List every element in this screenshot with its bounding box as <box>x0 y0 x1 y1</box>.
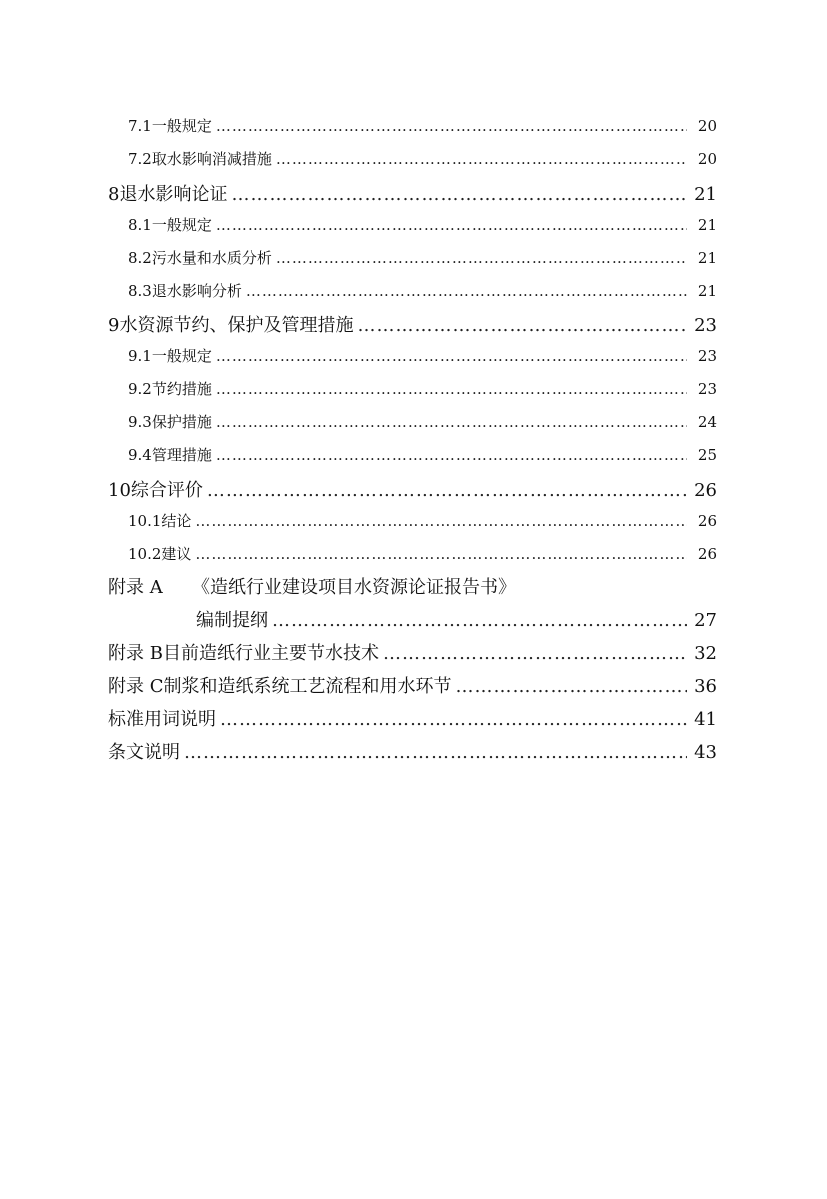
section-number: 8.3 <box>128 282 152 300</box>
page-number: 26 <box>697 545 717 563</box>
section-number: 9.2 <box>128 380 152 398</box>
dot-leader <box>184 742 687 763</box>
chapter-title: 水资源节约、保护及管理措施 <box>119 315 354 336</box>
chapter-number: 10 <box>108 480 131 501</box>
toc-entry-7-1[interactable] <box>128 115 717 136</box>
toc-entry-10-2[interactable] <box>128 543 717 564</box>
chapter-title: 综合评价 <box>130 480 203 501</box>
appendix-title: 制浆和造纸系统工艺流程和用水环节 <box>163 676 452 697</box>
page-number: 21 <box>697 249 717 267</box>
dot-leader <box>216 347 687 365</box>
chapter-number: 9 <box>108 315 120 336</box>
appendix-label: 附录 C <box>108 676 164 697</box>
dot-leader <box>207 480 687 501</box>
section-title: 保护措施 <box>151 413 212 431</box>
section-number: 10.1 <box>128 512 162 530</box>
section-number: 10.2 <box>128 545 162 563</box>
section-title: 管理措施 <box>151 446 212 464</box>
page-number: 32 <box>694 643 717 664</box>
dot-leader <box>216 117 687 135</box>
chapter-number: 8 <box>108 184 120 205</box>
toc-entry-7-2[interactable] <box>128 148 717 169</box>
section-title: 建议 <box>161 545 192 563</box>
page-number: 20 <box>697 150 717 168</box>
toc-entry-10[interactable] <box>108 476 717 502</box>
page-number: 26 <box>697 512 717 530</box>
section-number: 8.2 <box>128 249 152 267</box>
toc-entry-appendix-b[interactable] <box>108 639 717 665</box>
toc-entry-appendix-a[interactable] <box>108 573 717 599</box>
section-number: 9.1 <box>128 347 152 365</box>
dot-leader <box>216 413 687 431</box>
chapter-title: 退水影响论证 <box>119 184 228 205</box>
entry-title: 标准用词说明 <box>108 709 216 730</box>
page-number: 21 <box>694 184 717 205</box>
appendix-title-continued: 编制提纲 <box>196 610 268 631</box>
dot-leader <box>456 676 688 697</box>
page-number: 43 <box>694 742 717 763</box>
toc-entry-8[interactable] <box>108 180 717 206</box>
dot-leader <box>216 380 687 398</box>
toc-entry-8-2[interactable] <box>128 247 717 268</box>
dot-leader <box>276 150 687 168</box>
dot-leader <box>246 282 687 300</box>
page-number: 41 <box>694 709 717 730</box>
toc-entry-8-1[interactable] <box>128 214 717 235</box>
dot-leader <box>216 216 687 234</box>
page-number: 36 <box>694 676 717 697</box>
page-number: 23 <box>697 380 717 398</box>
page-number: 26 <box>694 480 717 501</box>
dot-leader <box>195 545 687 563</box>
dot-leader <box>276 249 687 267</box>
dot-leader <box>231 184 687 205</box>
dot-leader <box>216 446 687 464</box>
toc-entry-9-2[interactable] <box>128 378 717 399</box>
page-number: 25 <box>697 446 717 464</box>
section-title: 取水影响消减措施 <box>151 150 272 168</box>
section-title: 节约措施 <box>151 380 212 398</box>
section-number: 8.1 <box>128 216 152 234</box>
page-number: 21 <box>697 216 717 234</box>
toc-entry-explanation[interactable] <box>108 738 717 764</box>
appendix-title: 《造纸行业建设项目水资源论证报告书》 <box>192 577 516 598</box>
page-number: 23 <box>694 315 717 336</box>
section-title: 结论 <box>161 512 192 530</box>
appendix-label: 附录 B <box>108 643 163 664</box>
toc-entry-8-3[interactable] <box>128 280 717 301</box>
dot-leader <box>220 709 687 730</box>
toc-entry-9-3[interactable] <box>128 411 717 432</box>
section-number: 9.4 <box>128 446 152 464</box>
dot-leader <box>272 610 687 631</box>
toc-entry-terms[interactable] <box>108 705 717 731</box>
toc-entry-appendix-c[interactable] <box>108 672 717 698</box>
dot-leader <box>195 512 687 530</box>
section-number: 7.1 <box>128 117 152 135</box>
section-title: 一般规定 <box>151 347 212 365</box>
toc-entry-appendix-a-continued[interactable] <box>196 606 717 632</box>
toc-entry-9-1[interactable] <box>128 345 717 366</box>
page-number: 24 <box>697 413 717 431</box>
dot-leader <box>357 315 687 336</box>
page-number: 21 <box>697 282 717 300</box>
page-number: 20 <box>697 117 717 135</box>
section-title: 一般规定 <box>151 117 212 135</box>
appendix-title: 目前造纸行业主要节水技术 <box>162 643 379 664</box>
toc-entry-10-1[interactable] <box>128 510 717 531</box>
page-number: 23 <box>697 347 717 365</box>
section-title: 污水量和水质分析 <box>151 249 272 267</box>
section-number: 7.2 <box>128 150 152 168</box>
entry-title: 条文说明 <box>108 742 180 763</box>
section-number: 9.3 <box>128 413 152 431</box>
appendix-label: 附录 A <box>108 577 163 598</box>
page-number: 27 <box>694 610 717 631</box>
toc-entry-9-4[interactable] <box>128 444 717 465</box>
dot-leader <box>383 643 687 664</box>
toc-entry-9[interactable] <box>108 311 717 337</box>
section-title: 一般规定 <box>151 216 212 234</box>
section-title: 退水影响分析 <box>151 282 242 300</box>
